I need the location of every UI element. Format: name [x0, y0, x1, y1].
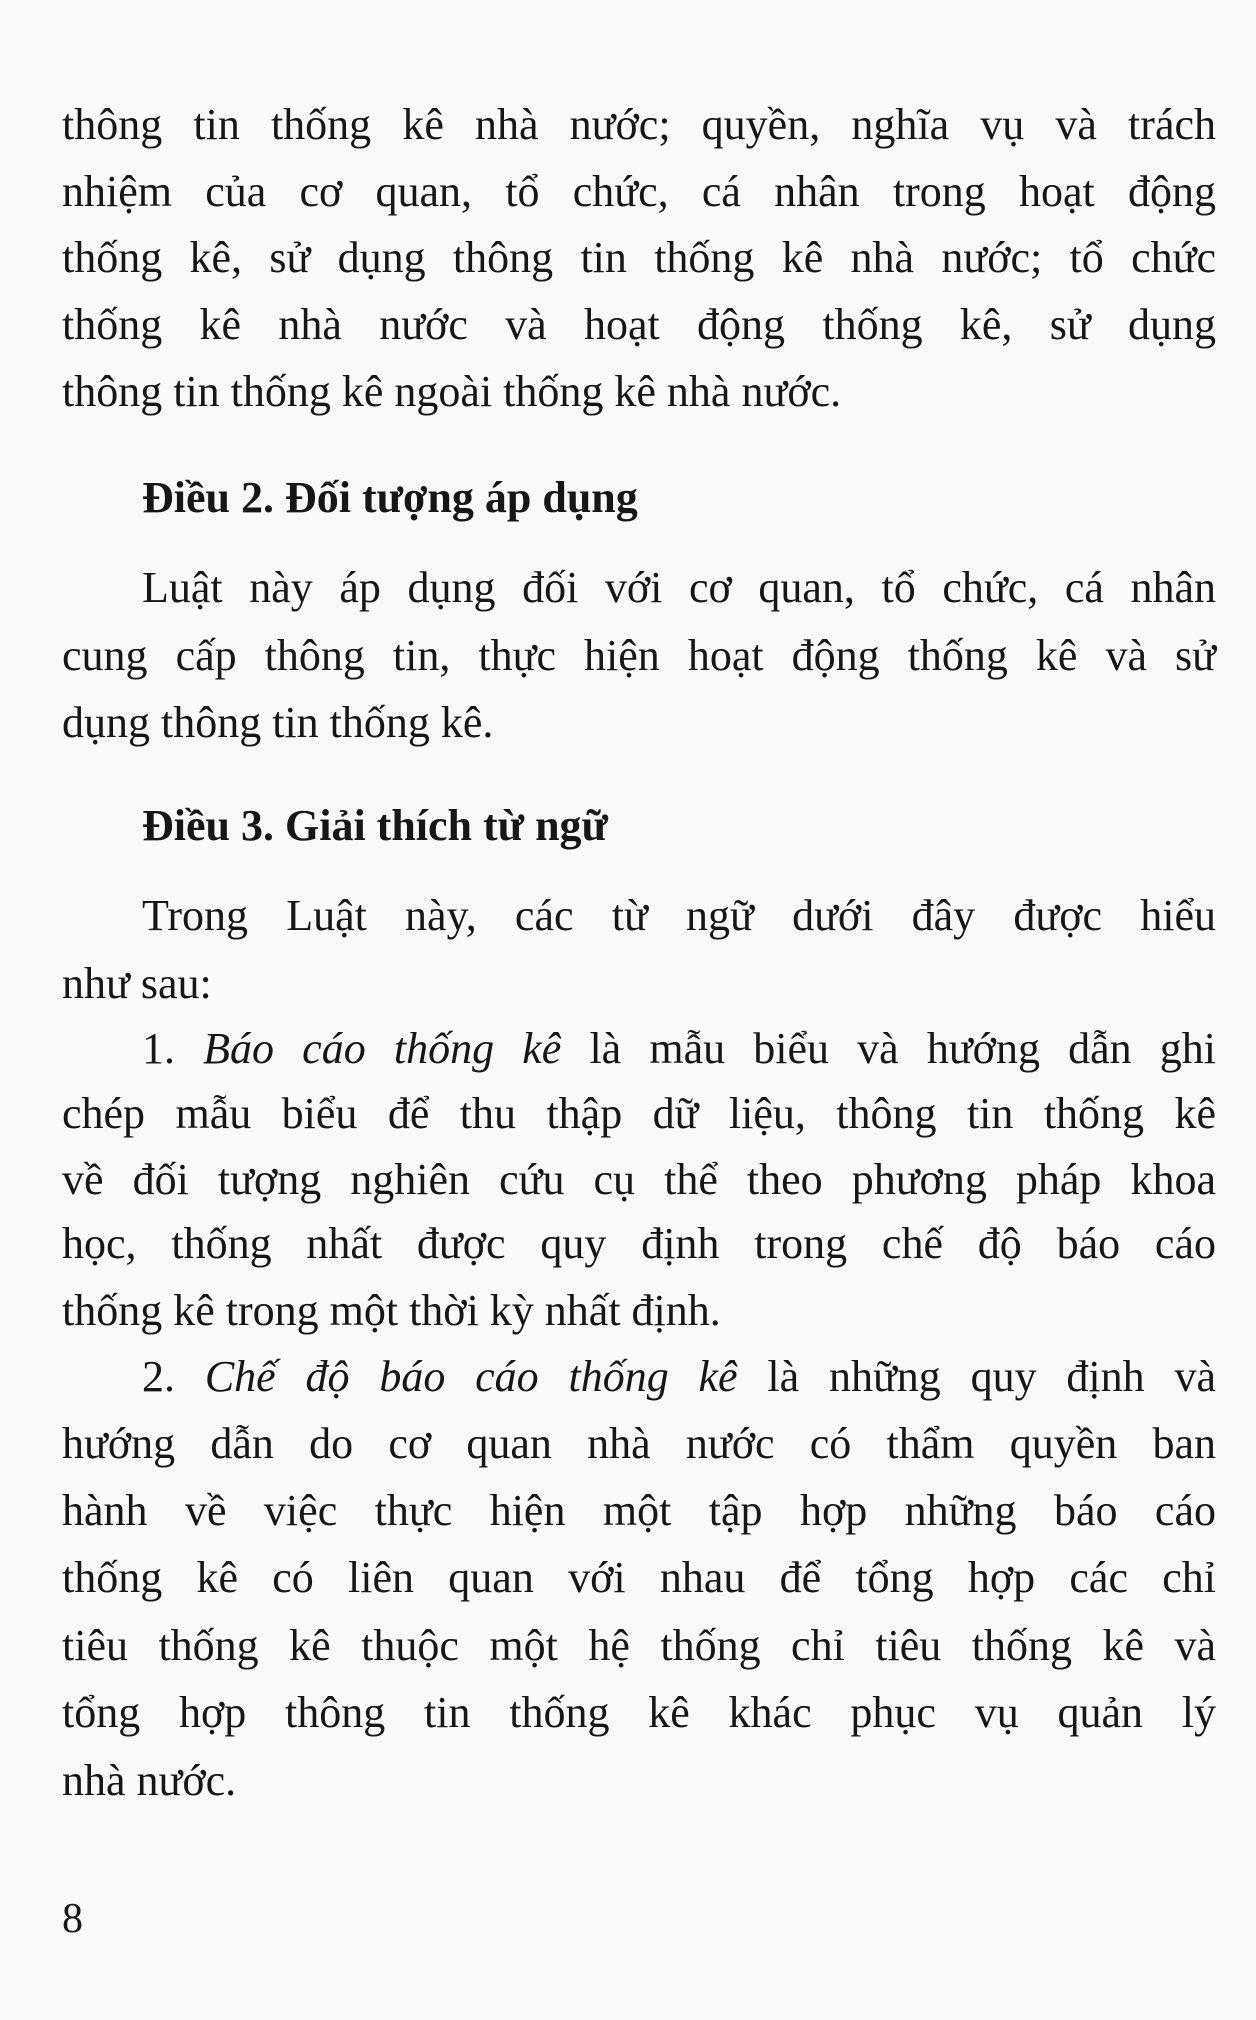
text-line: là những quy định và	[767, 1352, 1216, 1401]
definition-item-1	[142, 1016, 1216, 1082]
defined-term: Chế độ báo cáo thống kê	[204, 1352, 738, 1401]
text-line: thông tin thống kê nhà nước; quyền, nghĩa vụ và trách	[62, 100, 1216, 149]
text-line: nhiệm của cơ quan, tổ chức, cá nhân trong hoạt động	[62, 167, 1216, 216]
text-line: như sau:	[62, 959, 212, 1008]
item-number: 2.	[142, 1352, 175, 1401]
text-line: dụng thông tin thống kê.	[62, 698, 494, 747]
text-line: thống kê có liên quan với nhau để tổng hợp các chỉ	[62, 1553, 1216, 1602]
item-number: 1.	[142, 1024, 175, 1073]
text-line: chép mẫu biểu để thu thập dữ liệu, thông tin thống kê	[62, 1089, 1216, 1138]
text-line: về đối tượng nghiên cứu cụ thể theo phương pháp khoa	[62, 1155, 1216, 1204]
text-line: cung cấp thông tin, thực hiện hoạt động thống kê và sử	[62, 631, 1216, 680]
text-line: nhà nước.	[62, 1756, 237, 1805]
text-line: hành về việc thực hiện một tập hợp những báo cáo	[62, 1486, 1216, 1535]
article-2-heading: Điều 2. Đối tượng áp dụng	[142, 473, 638, 522]
text-line: tổng hợp thông tin thống kê khác phục vụ quản lý	[62, 1688, 1216, 1737]
text-line: thống kê, sử dụng thông tin thống kê nhà nước; tổ chức	[62, 233, 1216, 282]
page-number: 8	[62, 1896, 83, 1942]
text-line: Luật này áp dụng đối với cơ quan, tổ chức, cá nhân	[142, 563, 1216, 612]
text-line: học, thống nhất được quy định trong chế độ báo cáo	[62, 1219, 1216, 1268]
text-line: thông tin thống kê ngoài thống kê nhà nước.	[62, 367, 842, 416]
text-line: thống kê trong một thời kỳ nhất định.	[62, 1286, 721, 1335]
text-line: là mẫu biểu và hướng dẫn ghi	[589, 1024, 1216, 1073]
text-line: Trong Luật này, các từ ngữ dưới đây được hiểu	[142, 891, 1216, 940]
defined-term: Báo cáo thống kê	[203, 1024, 562, 1073]
text-line: thống kê nhà nước và hoạt động thống kê, sử dụng	[62, 300, 1216, 349]
text-line: tiêu thống kê thuộc một hệ thống chỉ tiêu thống kê và	[62, 1621, 1216, 1670]
article-3-heading: Điều 3. Giải thích từ ngữ	[142, 801, 608, 850]
definition-item-2	[142, 1344, 1216, 1410]
text-line: hướng dẫn do cơ quan nhà nước có thẩm quyền ban	[62, 1419, 1216, 1468]
